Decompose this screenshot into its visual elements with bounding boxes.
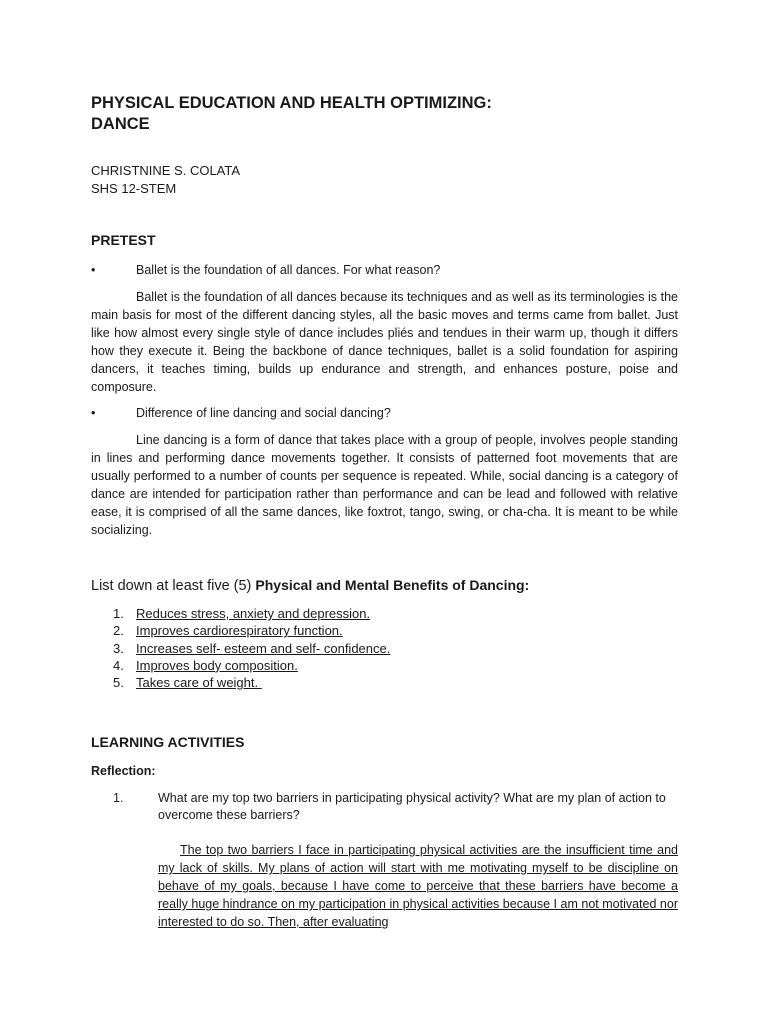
list-item — [91, 674, 390, 691]
question-number: 1. — [113, 791, 124, 805]
list-item — [91, 622, 390, 639]
bullet-icon: • — [91, 263, 96, 277]
question-text: Ballet is the foundation of all dances. For what reason? — [136, 263, 441, 277]
title-line-2: DANCE — [91, 115, 150, 133]
bullet-icon: • — [91, 406, 96, 420]
reflection-answer-1: The top two barriers I face in participating physical activities are the insufficient time and my lack of skills. My plans of action will start with me motivating myself to be discipline on behave of my goals, because I have come to perceive that these barriers have become a really huge hindrance on my participation in physical activities because I am not motivated nor interested to do so. Then, after evaluating — [158, 843, 678, 929]
list-item — [91, 657, 390, 674]
author-block — [91, 162, 240, 198]
list-text: Reduces stress, anxiety and depression. — [136, 606, 371, 621]
question-text: Difference of line dancing and social dancing? — [136, 406, 391, 420]
benefits-heading — [91, 575, 529, 596]
benefits-list — [91, 605, 390, 691]
pretest-heading: PRETEST — [91, 232, 156, 248]
list-item — [91, 640, 390, 657]
list-text: Improves body composition. — [136, 657, 298, 673]
document-title — [91, 93, 691, 135]
list-number: 2. — [113, 623, 124, 639]
list-item — [91, 605, 390, 622]
author-name: CHRISTNINE S. COLATA — [91, 163, 241, 178]
list-number: 1. — [113, 606, 124, 621]
list-number: 3. — [113, 640, 124, 656]
author-class: SHS 12-STEM — [91, 181, 177, 196]
list-text: Improves cardiorespiratory function. — [136, 623, 343, 639]
list-number: 4. — [113, 657, 124, 673]
list-text: Increases self- esteem and self- confidence. — [136, 640, 391, 656]
reflection-label: Reflection: — [91, 764, 156, 778]
question-text: What are my top two barriers in participating physical activity? What are my plan of action to overcome these barriers? — [158, 791, 666, 822]
benefits-heading-bold: Physical and Mental Benefits of Dancing: — [255, 577, 530, 593]
learning-activities-heading: LEARNING ACTIVITIES — [91, 734, 245, 750]
list-text: Takes care of weight. — [136, 675, 262, 691]
pretest-answer-1: Ballet is the foundation of all dances because its techniques and as well as its terminologies is the main basis for most of the different dancing styles, all the basic moves and terms came from ballet. Just like how almost every single style of dance includes pliés and tendues in their warm up, though it differs how they execute it. Being the backbone of dance techniques, ballet is a solid foundation for aspiring dancers, it teaches timing, builds up endurance and strength, and enhances posture, poise and composure. — [91, 290, 678, 394]
list-number: 5. — [113, 675, 124, 691]
benefits-heading-prefix: List down at least five (5) — [91, 578, 256, 594]
pretest-answer-2: Line dancing is a form of dance that takes place with a group of people, involves people standing in lines and performing dance movements together. It consists of patterned foot movements that are usually performed to a number of counts per sequence is repeated. While, social dancing is a category of dance are intended for participation rather than performance and can be lead and followed with relative ease, it is comprised of all the same dances, like foxtrot, tango, swing, or cha-cha. It is meant to be while socializing. — [91, 433, 678, 537]
title-line-1: PHYSICAL EDUCATION AND HEALTH OPTIMIZING: — [91, 94, 492, 112]
